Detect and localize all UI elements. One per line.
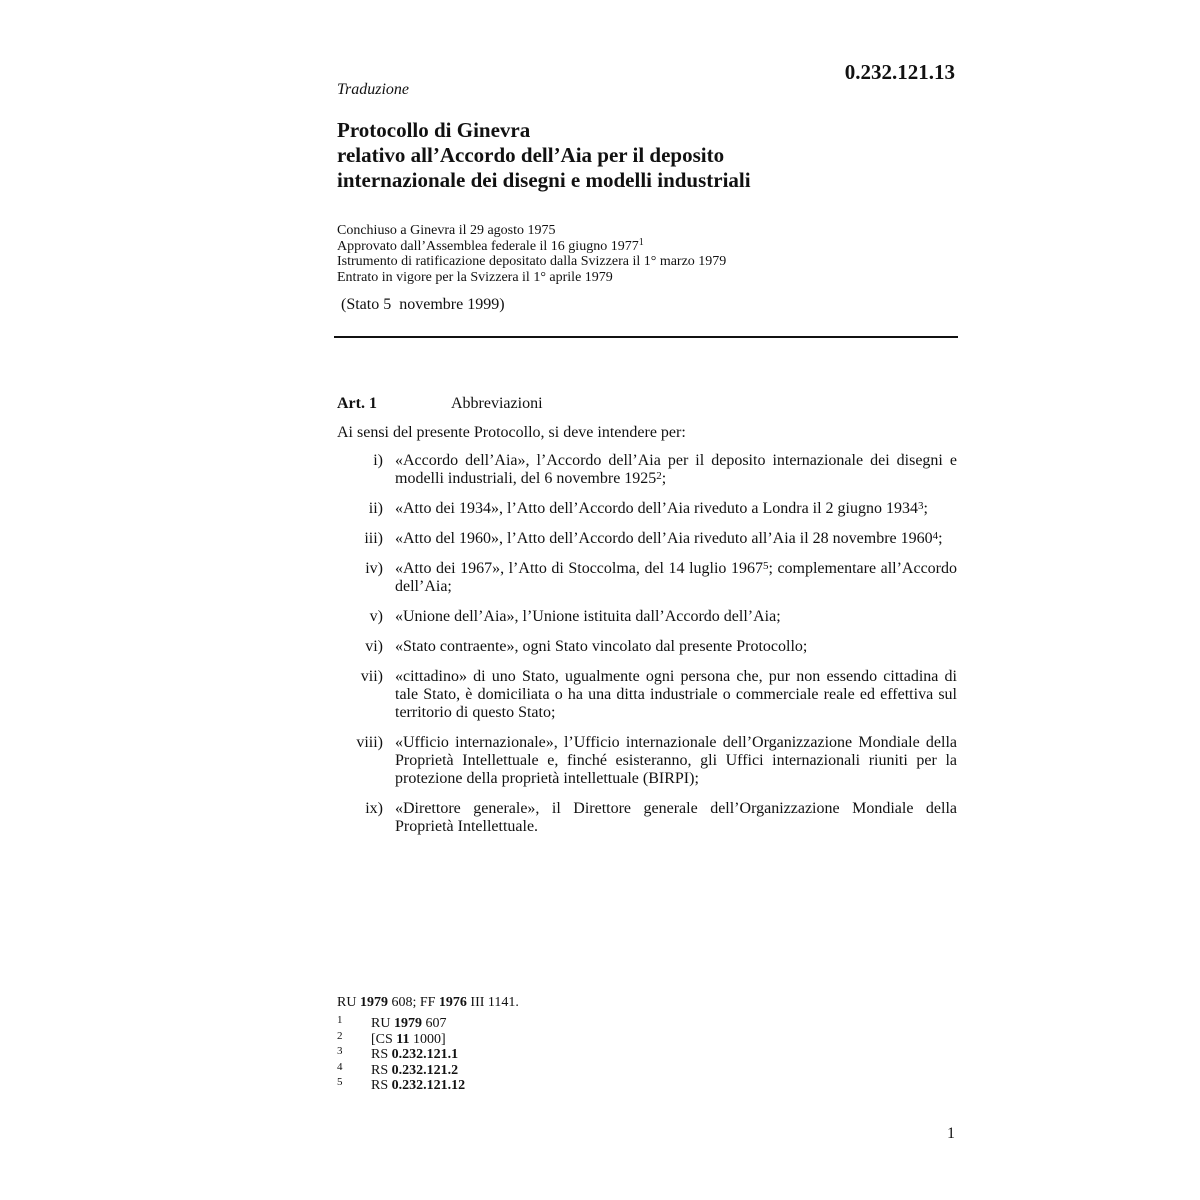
footnote-text: RS — [371, 1062, 392, 1078]
item-number: vi) — [365, 638, 383, 655]
title-line: Protocollo di Ginevra — [337, 118, 531, 142]
ratification-date: Istrumento di ratificazione depositato dalla Svizzera il 1° marzo 1979 — [337, 254, 727, 269]
item-text — [395, 452, 957, 488]
item-text — [395, 734, 957, 788]
article-intro: Ai sensi del presente Protocollo, si deve intendere per: — [337, 424, 686, 441]
item-tail: ; — [661, 470, 667, 487]
item-number: iv) — [365, 560, 383, 577]
sr-number: 0.232.121.13 — [844, 60, 955, 84]
footnotes — [337, 1016, 737, 1094]
item-number: viii) — [356, 734, 383, 751]
item-number: ii) — [368, 500, 383, 517]
ref-year: 1979 — [359, 995, 388, 1010]
list-item — [337, 668, 957, 722]
item-body: «Ufficio internazionale», l’Ufficio internazionale dell’Organizzazione Mondiale della Proprietà Intellettuale e, finché esisteranno, gli Uffici internazionali riuniti per la protezione della proprietà intellettuale (BIRPI); — [395, 734, 957, 787]
footnote-text: RU — [371, 1016, 394, 1031]
item-number: ix) — [365, 800, 383, 817]
item-text — [395, 608, 957, 626]
item-number: vii) — [360, 668, 383, 685]
footnote-number: 5 — [337, 1076, 343, 1088]
item-text — [395, 500, 957, 518]
ref-text: RU — [337, 995, 360, 1010]
article-heading — [337, 395, 957, 413]
article-number: Art. 1 — [337, 395, 377, 412]
footnote-ref: 1 — [638, 236, 644, 248]
list-item — [337, 500, 957, 518]
item-text — [395, 560, 957, 596]
list-item — [337, 560, 957, 596]
definitions-list — [337, 452, 957, 848]
status-date: (Stato 5 novembre 1999) — [341, 296, 505, 313]
item-tail: ; — [938, 530, 943, 547]
footnote-number: 3 — [337, 1045, 343, 1057]
item-number: i) — [373, 452, 383, 469]
footnote-text: 607 — [421, 1016, 447, 1031]
footnote — [337, 1029, 737, 1048]
approved-text: Approvato dall’Assemblea federale il 16 giugno 1977 — [337, 238, 639, 254]
in-force-date: Entrato in vigore per la Svizzera il 1° aprile 1979 — [337, 269, 613, 285]
item-body: «Atto del 1960», l’Atto dell’Accordo dell’Aia riveduto all’Aia il 28 novembre 1960 — [395, 530, 933, 547]
footnote-ref: 5 — [762, 560, 769, 572]
list-item — [337, 800, 957, 836]
footnote — [337, 1060, 737, 1079]
footnote — [337, 1016, 737, 1032]
ref-year: 1976 — [438, 995, 467, 1010]
list-item — [337, 608, 957, 626]
publication-reference — [337, 995, 519, 1011]
footnote-number: 2 — [337, 1029, 343, 1042]
footnote-text: RS — [371, 1078, 392, 1093]
document-metadata — [337, 223, 957, 285]
item-body: «Accordo dell’Aia», l’Accordo dell’Aia per il deposito internazionale dei disegni e modelli industriali, del 6 novembre 1925 — [395, 452, 957, 487]
list-item — [337, 452, 957, 488]
item-tail: ; — [923, 500, 928, 517]
list-item — [337, 638, 957, 656]
section-divider — [334, 336, 958, 338]
footnote-ref: 4 — [932, 530, 939, 542]
item-body: «Atto dei 1967», l’Atto di Stoccolma, del 14 luglio 1967 — [395, 560, 763, 577]
title-line: relativo all’Accordo dell’Aia per il deposito — [337, 143, 725, 167]
article-title: Abbreviazioni — [451, 395, 543, 412]
footnote-bold: 11 — [396, 1031, 410, 1047]
footnote-bold: 0.232.121.1 — [391, 1047, 459, 1062]
translation-label: Traduzione — [337, 81, 410, 98]
concluded-date: Conchiuso a Ginevra il 29 agosto 1975 — [337, 223, 556, 238]
page-number: 1 — [947, 1125, 955, 1142]
footnote-bold: 0.232.121.12 — [391, 1078, 466, 1093]
item-text — [395, 800, 957, 836]
item-body: «Stato contraente», ogni Stato vincolato dal presente Protocollo; — [395, 638, 808, 655]
footnote-text: [CS — [371, 1031, 397, 1047]
document-title — [337, 118, 957, 193]
footnote — [337, 1047, 737, 1063]
approved-date — [337, 236, 957, 255]
item-number: v) — [369, 608, 383, 625]
item-body: «Direttore generale», il Direttore generale dell’Organizzazione Mondiale della Proprietà Intellettuale. — [395, 800, 957, 835]
item-text — [395, 638, 957, 656]
item-body: «Unione dell’Aia», l’Unione istituita dall’Accordo dell’Aia; — [395, 608, 781, 625]
ref-text: 608; FF — [387, 995, 439, 1010]
footnote-bold: 1979 — [393, 1016, 422, 1031]
ref-text: III 1141. — [466, 995, 519, 1010]
footnote-number: 4 — [337, 1060, 343, 1073]
footnote-text: 1000] — [409, 1031, 446, 1047]
footnote — [337, 1078, 737, 1094]
footnote-ref: 2 — [656, 470, 662, 482]
item-tail: ; complementare all’Accordo dell’Aia; — [395, 560, 958, 595]
footnote-number: 1 — [337, 1014, 343, 1026]
title-line: internazionale dei disegni e modelli industriali — [337, 168, 751, 192]
list-item — [337, 734, 957, 788]
item-body: «cittadino» di uno Stato, ugualmente ogni persona che, pur non essendo cittadina di tale Stato, è domiciliata o ha una ditta industriale o commerciale reale ed effettiva sul territorio di questo Stato; — [395, 668, 957, 721]
footnote-ref: 3 — [918, 500, 924, 512]
list-item — [337, 530, 957, 548]
footnote-text: RS — [371, 1047, 392, 1062]
footnote-bold: 0.232.121.2 — [391, 1062, 459, 1078]
item-text — [395, 668, 957, 722]
item-body: «Atto dei 1934», l’Atto dell’Accordo dell’Aia riveduto a Londra il 2 giugno 1934 — [395, 500, 918, 517]
item-text — [395, 530, 957, 548]
item-number: iii) — [364, 530, 383, 547]
